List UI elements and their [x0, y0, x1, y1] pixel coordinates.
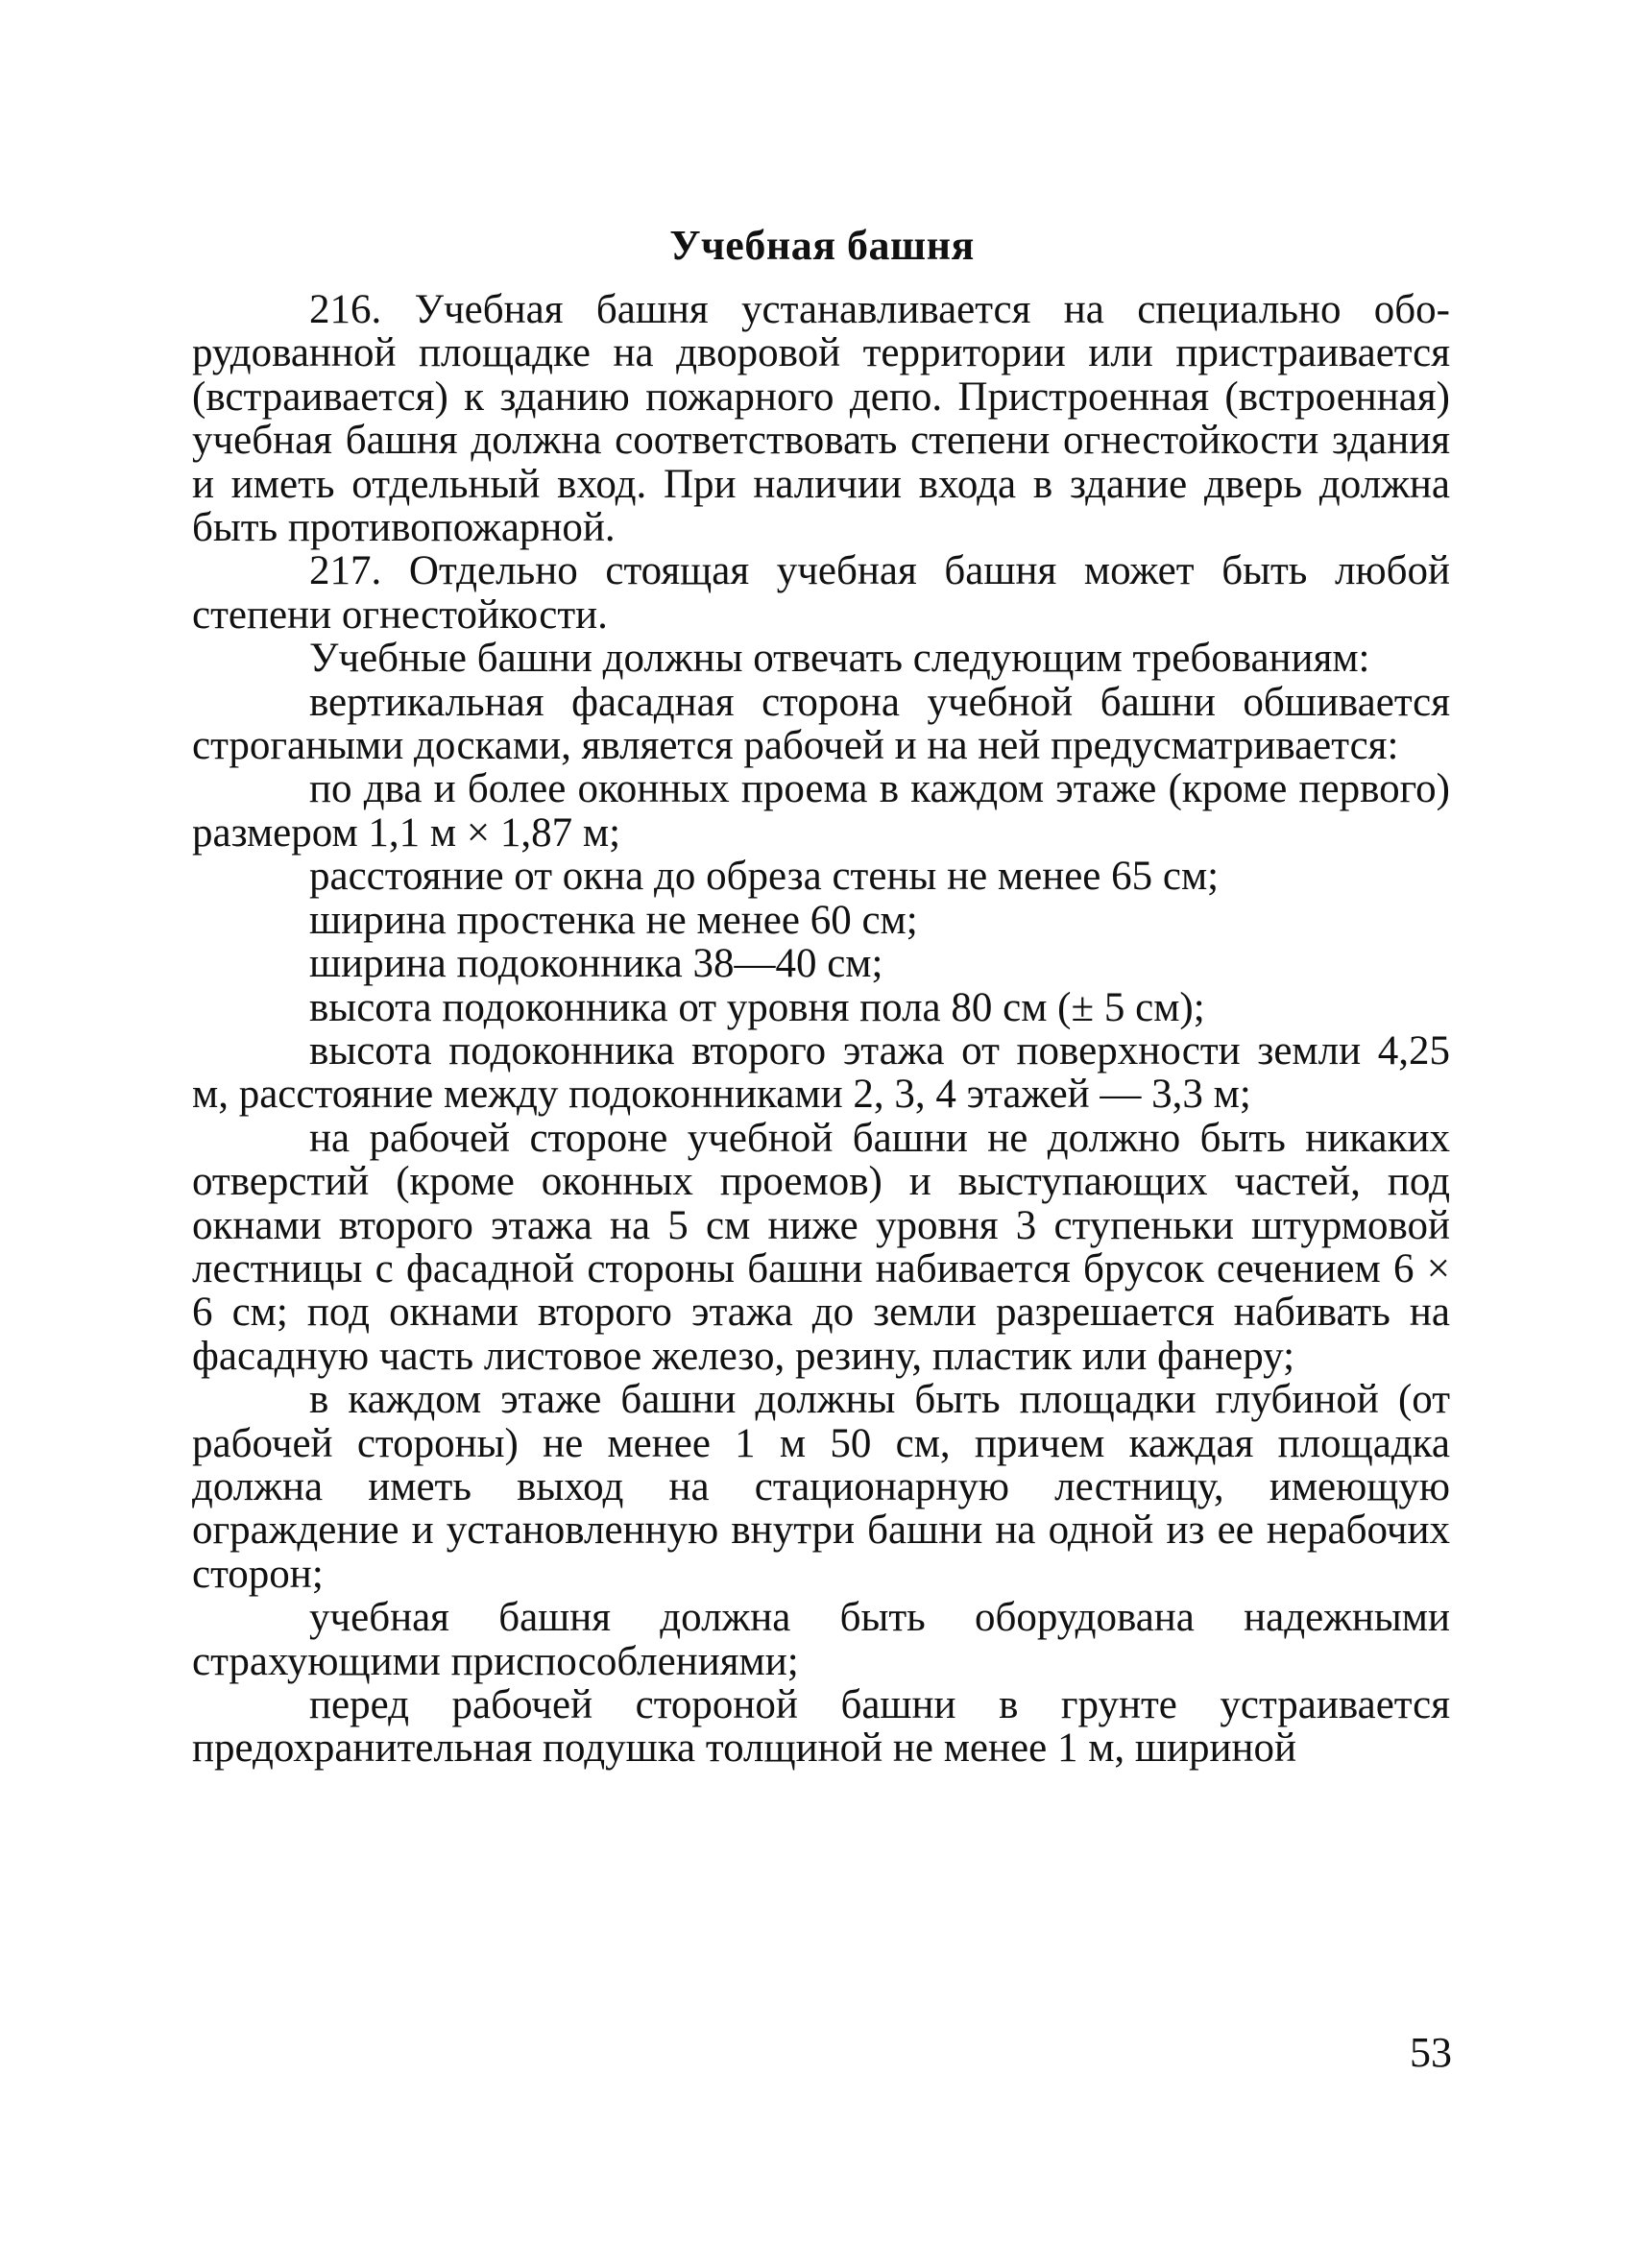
page-number: 53 [1410, 2029, 1452, 2076]
requirement-facade: вертикальная фасадная сторона учебной башни обшивается строгаными досками, является рабочей и на ней предусматривается: [192, 679, 1450, 769]
paragraph-217: 217. Отдельно стоящая учебная башня может быть любой степени огнестойкости. [192, 548, 1450, 638]
requirement-safety-devices: учебная башня должна быть оборудована надежными страхующими приспособлениями; [192, 1595, 1450, 1684]
requirement-platforms: в каждом этаже башни должны быть площадки глубиной (от рабочей стороны) не менее 1 м 50 см, причем каждая площадка должна иметь выход на стационарную лестницу, имеющую ограждение и установленную внутри башни на одной из ее нерабочих сторон; [192, 1377, 1450, 1597]
requirement-windows: по два и более оконных проема в каждом этаже (кроме первого) размером 1,1 м × 1,87 м; [192, 766, 1450, 856]
requirement-sill-width: ширина подоконника 38—40 см; [309, 941, 883, 987]
requirement-safety-cushion: перед рабочей стороной башни в грунте устраивается предохранительная подушка толщиной не менее 1 м, шириной [192, 1682, 1450, 1772]
paragraph-216: 216. Учебная башня устанавливается на специально оборудованной площадке на дворовой территории или пристраивается (встраивается) к зданию пожарного депо. Пристроенная (встроенная) учебная башня должна соответствовать степени огнестойкости здания и иметь отдельный вход. При наличии входа в здание дверь должна быть противопожарной. [192, 287, 1450, 551]
body-text [192, 288, 1450, 1771]
requirement-pier-width: ширина простенка не менее 60 см; [309, 897, 918, 943]
requirement-second-floor-sill: высота подоконника второго этажа от поверхности земли 4,25 м, расстояние между подоконниками 2, 3, 4 этажей — 3,3 м; [192, 1027, 1450, 1118]
requirement-sill-height: высота подоконника от уровня пола 80 см (± 5 см); [309, 984, 1205, 1030]
requirement-working-side: на рабочей стороне учебной башни не должно быть никаких отверстий (кроме оконных проемов) и выступающих частей, под окнами второго этажа на 5 см ниже уровня 3 ступеньки штурмовой лестницы с фасадной стороны башни набивается брусок сечением 6 × 6 см; под окнами второго этажа до земли разрешается набивать на фасадную часть листовое железо, резину, пластик или фанеру; [192, 1115, 1450, 1379]
requirements-intro: Учебные башни должны отвечать следующим требованиям: [309, 636, 1370, 682]
section-heading: Учебная башня [669, 222, 975, 269]
requirement-window-edge: расстояние от окна до обреза стены не менее 65 см; [309, 854, 1220, 900]
